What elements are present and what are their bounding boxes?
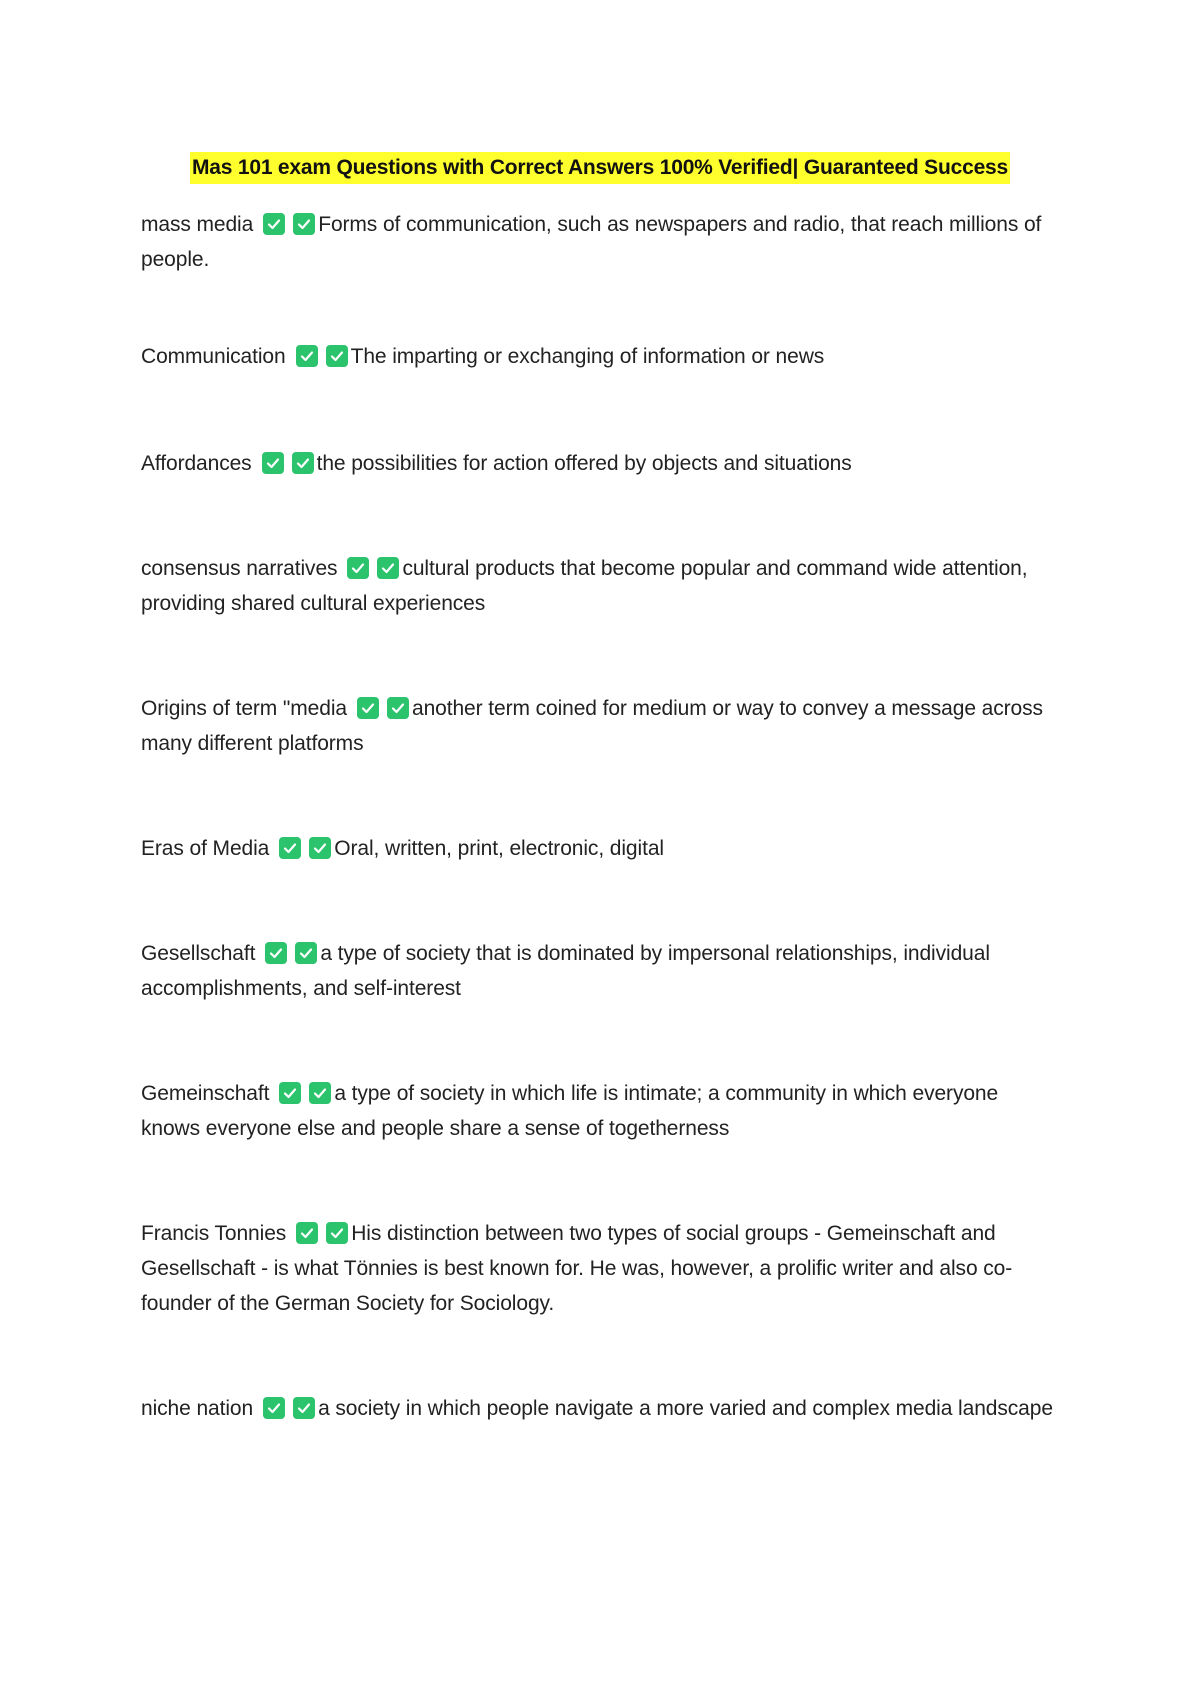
entry-term: Origins of term "media [141,697,347,720]
entry-definition: Oral, written, print, electronic, digital [334,837,664,860]
check-mark-icon [326,1222,348,1244]
list-item [141,1076,1061,1146]
check-mark-icon [293,1397,315,1419]
list-item [141,691,1061,761]
check-mark-icon [279,1082,301,1104]
check-mark-icon [263,213,285,235]
list-item [141,207,1061,277]
check-mark-icon [296,345,318,367]
title-container [0,152,1200,184]
check-group [269,1082,331,1105]
check-mark-icon [326,345,348,367]
check-mark-icon [279,837,301,859]
check-group [269,837,331,860]
entry-definition: a type of society in which life is intimate; a community in which everyone knows everyone else and people share a sense of togetherness [141,1082,999,1140]
check-mark-icon [293,213,315,235]
entry-term: Francis Tonnies [141,1222,287,1245]
entry-term: niche nation [141,1397,254,1420]
entry-term: mass media [141,213,254,236]
check-group [337,557,399,580]
list-item [141,936,1061,1006]
check-group [253,213,315,236]
list-item [141,551,1061,621]
entry-term: consensus narratives [141,557,338,580]
list-item [141,1391,1061,1426]
entry-term: Gemeinschaft [141,1082,270,1105]
check-mark-icon [357,697,379,719]
entry-definition: Forms of communication, such as newspapers and radio, that reach millions of people. [141,213,1042,271]
check-mark-icon [377,557,399,579]
check-group [252,452,314,475]
list-item [141,339,1061,374]
entry-term: Communication [141,345,286,368]
entry-term: Affordances [141,452,252,475]
entry-definition: cultural products that become popular and command wide attention, providing shared cultural experiences [141,557,1028,615]
check-mark-icon [295,942,317,964]
check-group [255,942,317,965]
check-mark-icon [263,1397,285,1419]
check-group [347,697,409,720]
check-mark-icon [262,452,284,474]
entry-definition: the possibilities for action offered by objects and situations [316,452,852,475]
entry-list [141,207,1061,1496]
entry-definition: another term coined for medium or way to convey a message across many different platforms [141,697,1043,755]
document-title: Mas 101 exam Questions with Correct Answers 100% Verified| Guaranteed Success [190,152,1010,184]
check-mark-icon [292,452,314,474]
list-item [141,1216,1061,1321]
check-mark-icon [309,1082,331,1104]
list-item [141,446,1061,481]
entry-definition: The imparting or exchanging of information or news [350,345,825,368]
check-mark-icon [265,942,287,964]
entry-definition: a type of society that is dominated by impersonal relationships, individual accomplishments, and self-interest [141,942,990,1000]
entry-definition: His distinction between two types of social groups - Gemeinschaft and Gesellschaft - is what Tönnies is best known for. He was, however, a prolific writer and also co-founder of the German Society for Sociology. [141,1222,1013,1315]
check-group [253,1397,315,1420]
check-mark-icon [347,557,369,579]
entry-term: Eras of Media [141,837,270,860]
check-mark-icon [296,1222,318,1244]
check-group [286,1222,348,1245]
check-group [286,345,348,368]
check-mark-icon [309,837,331,859]
list-item [141,831,1061,866]
entry-term: Gesellschaft [141,942,256,965]
check-mark-icon [387,697,409,719]
entry-definition: a society in which people navigate a more varied and complex media landscape [318,1397,1053,1420]
